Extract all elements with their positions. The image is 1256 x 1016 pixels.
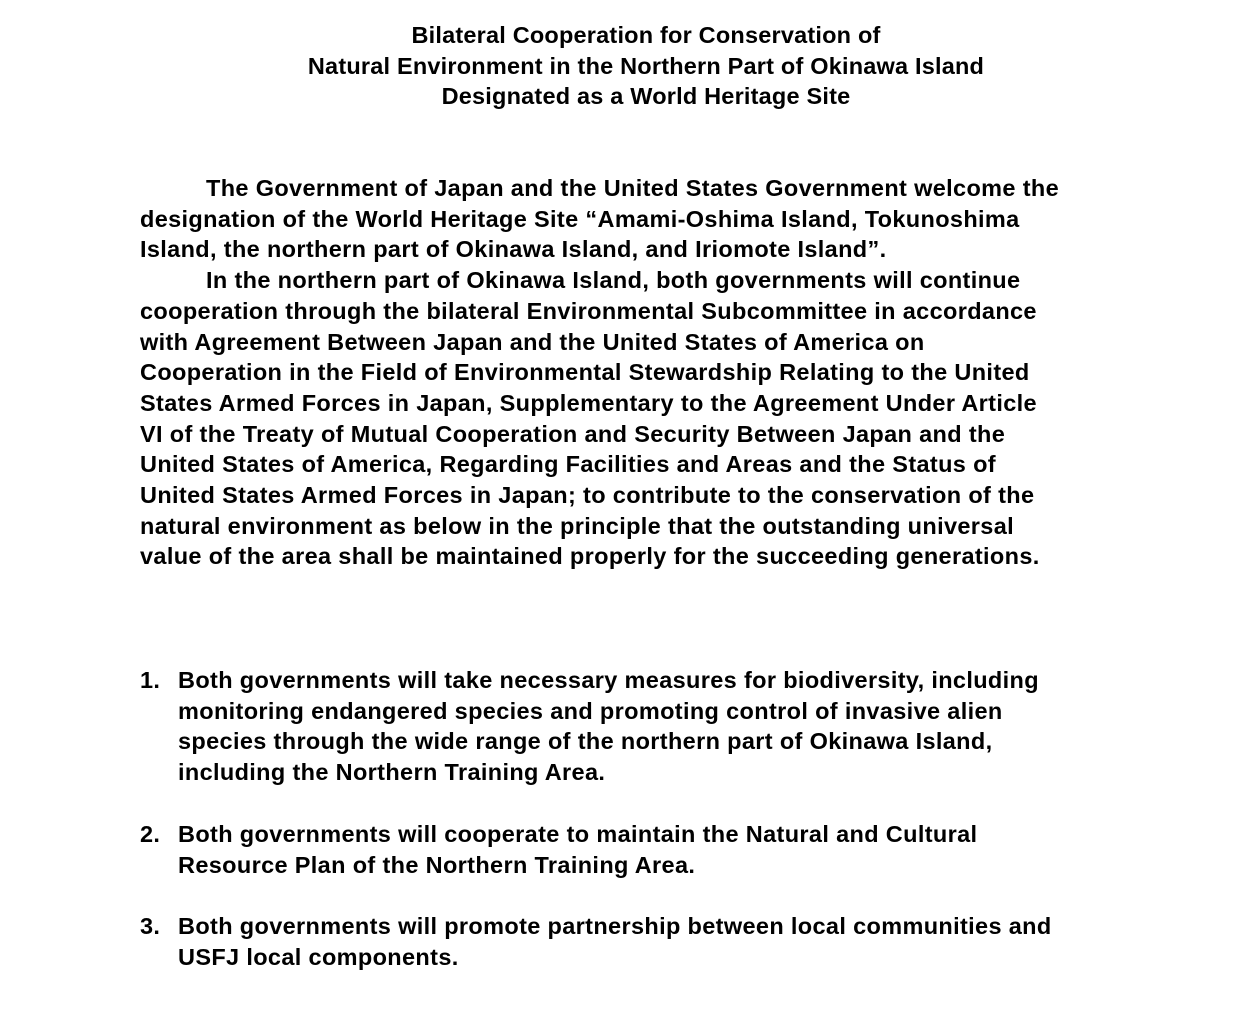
text-line: natural environment as below in the principle that the outstanding universal <box>140 512 1015 539</box>
list-number: 3. <box>140 913 161 939</box>
text-line: value of the area shall be maintained properly for the succeeding generations. <box>140 543 1040 570</box>
text-line: United States Armed Forces in Japan; to contribute to the conservation of the <box>140 482 1035 509</box>
text-line: In the northern part of Okinawa Island, both governments will continue <box>206 267 1021 294</box>
text-line: monitoring endangered species and promoting control of invasive alien <box>178 697 1003 724</box>
text-line: including the Northern Training Area. <box>178 759 606 786</box>
preamble <box>140 173 1240 572</box>
preamble-paragraph-1 <box>140 173 1240 265</box>
document-title <box>0 20 1256 112</box>
text-line: Both governments will promote partnership between local communities and <box>178 913 1052 939</box>
list-number: 2. <box>140 821 161 847</box>
text-line: United States of America, Regarding Facilities and Areas and the Status of <box>140 451 996 478</box>
text-line: VI of the Treaty of Mutual Cooperation and Security Between Japan and the <box>140 420 1006 447</box>
text-line: species through the wide range of the northern part of Okinawa Island, <box>178 728 993 755</box>
text-line: USFJ local components. <box>178 943 459 970</box>
text-line: designation of the World Heritage Site “Amami-Oshima Island, Tokunoshima <box>140 205 1020 232</box>
list-item-text <box>178 911 1052 972</box>
text-line: The Government of Japan and the United States Government welcome the <box>206 175 1059 201</box>
title-line: Natural Environment in the Northern Part of Okinawa Island <box>307 52 985 79</box>
text-line: Cooperation in the Field of Environmental Stewardship Relating to the United <box>140 359 1030 386</box>
text-line: States Armed Forces in Japan, Supplementary to the Agreement Under Article <box>140 389 1037 416</box>
title-line: Designated as a World Heritage Site <box>441 83 851 110</box>
list-item-text <box>178 819 977 880</box>
text-line: with Agreement Between Japan and the United States of America on <box>140 328 925 355</box>
preamble-paragraph-2 <box>140 265 1240 572</box>
list-item-text <box>178 665 1039 788</box>
text-line: Both governments will cooperate to maintain the Natural and Cultural <box>178 821 978 847</box>
text-line: Both governments will take necessary measures for biodiversity, including <box>178 667 1039 693</box>
text-line: Resource Plan of the Northern Training Area. <box>178 851 696 878</box>
title-line: Bilateral Cooperation for Conservation of <box>411 22 881 48</box>
list-number: 1. <box>140 667 161 693</box>
text-line: cooperation through the bilateral Environmental Subcommittee in accordance <box>140 297 1037 324</box>
text-line: Island, the northern part of Okinawa Island, and Iriomote Island”. <box>140 236 887 263</box>
